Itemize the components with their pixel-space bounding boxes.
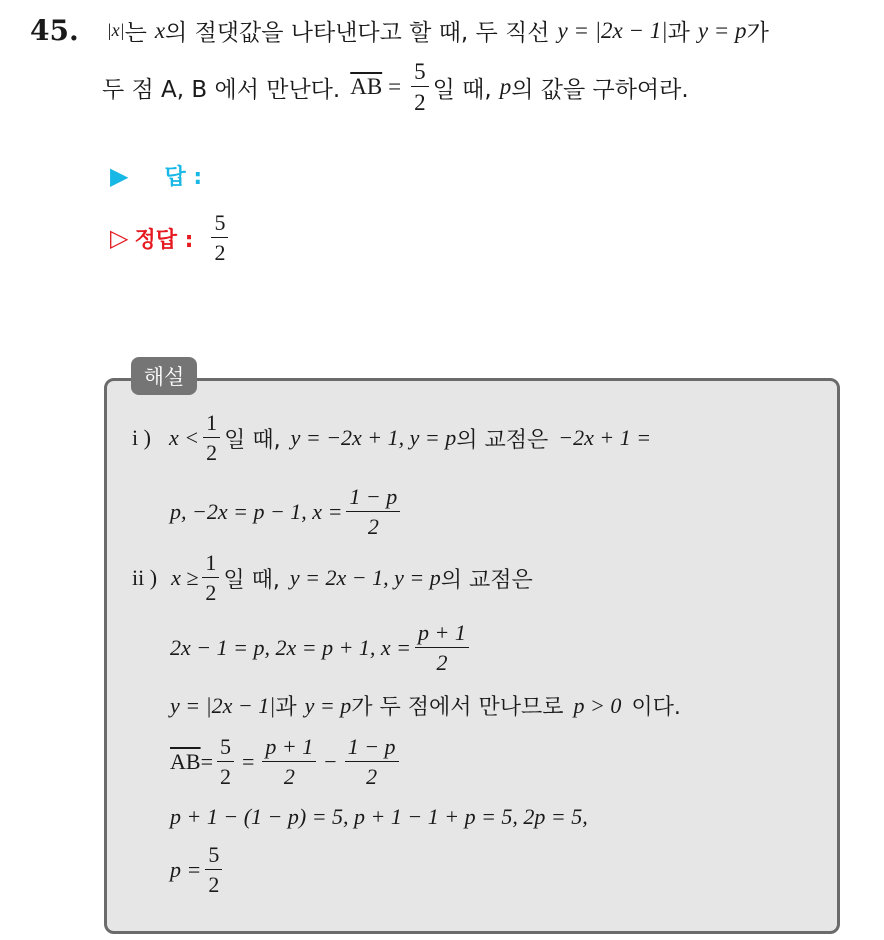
text: 과	[275, 695, 297, 720]
equation: y = |2x − 1|	[557, 17, 668, 43]
equation: y = 2x − 1, y = p	[289, 565, 441, 590]
denominator: 2	[436, 650, 448, 675]
solution-line-8	[170, 844, 226, 896]
fraction	[345, 736, 399, 788]
problem-line-1	[30, 14, 769, 47]
outline-triangle-icon: ▷	[110, 224, 129, 252]
fraction	[217, 736, 234, 788]
denominator: 2	[205, 580, 217, 605]
denominator: 2	[366, 764, 378, 789]
text: 의 값을 구하여라.	[511, 76, 689, 103]
var-p: p	[499, 74, 512, 99]
denominator: 2	[367, 514, 379, 539]
denominator: 2	[283, 764, 295, 789]
denominator: 2	[414, 90, 426, 115]
solution-line-3	[132, 552, 533, 604]
equals: =	[200, 749, 213, 774]
solution-line-6	[170, 736, 403, 788]
numerator: p + 1	[415, 622, 469, 648]
fraction	[205, 844, 222, 896]
numerator: 1	[202, 552, 219, 578]
equation: −2x + 1 =	[558, 425, 652, 450]
text: 의 교점은	[456, 427, 549, 453]
fraction	[262, 736, 316, 788]
text: 일 때,	[432, 76, 492, 103]
fraction	[415, 622, 469, 674]
answer-row	[110, 160, 202, 191]
equation: p + 1 − (1 − p) = 5, p + 1 − 1 + p = 5, 2p = 5,	[170, 804, 588, 829]
fraction	[202, 552, 219, 604]
equation: p =	[170, 857, 202, 882]
denominator: 2	[214, 240, 226, 265]
correct-answer-fraction	[211, 212, 228, 264]
problem-line-2	[102, 60, 689, 114]
segment-ab: $\overline{AB}$	[350, 74, 383, 99]
fraction	[346, 486, 400, 538]
condition: x <	[168, 425, 200, 450]
segment-ab: $\overline{AB}$	[170, 749, 201, 774]
equation: y = |2x − 1|	[170, 692, 276, 718]
solution-line-2	[170, 486, 404, 538]
roman-numeral: i )	[132, 425, 151, 450]
text: 의 절댓값을 나타낸다고 할 때, 두 직선	[165, 20, 550, 46]
equals: =	[388, 74, 402, 99]
solution-tag: 해설	[131, 357, 197, 395]
correct-answer-row	[110, 212, 232, 264]
roman-numeral: ii )	[132, 565, 158, 590]
denominator: 2	[206, 440, 218, 465]
denominator: 2	[208, 872, 220, 897]
numerator: 5	[217, 736, 234, 762]
question-number: 45.	[30, 14, 79, 47]
numerator: 1 − p	[346, 486, 400, 512]
text: 두 점 A, B 에서 만난다.	[102, 76, 341, 103]
text: 일 때,	[223, 567, 280, 593]
text: 는	[124, 20, 147, 46]
fraction	[411, 60, 429, 114]
equation: p, −2x = p − 1, x =	[170, 499, 343, 524]
solution-line-5	[170, 690, 681, 721]
text: 과	[667, 20, 690, 46]
play-icon: ▶	[110, 161, 129, 190]
numerator: p + 1	[262, 736, 316, 762]
var-x: x	[154, 17, 166, 43]
numerator: 1	[203, 412, 220, 438]
fraction	[203, 412, 220, 464]
numerator: 5	[205, 844, 222, 870]
text: 가 두 점에서 만나므로	[351, 695, 564, 720]
text: 이다.	[631, 695, 681, 720]
numerator: 5	[411, 60, 429, 87]
equation: y = p	[697, 17, 747, 43]
equation: y = p	[304, 692, 352, 718]
correct-answer-label: 정답 :	[134, 227, 194, 253]
text: 일 때,	[224, 427, 281, 453]
text: 의 교점은	[440, 567, 533, 593]
condition: x ≥	[171, 565, 199, 590]
solution-line-1	[132, 412, 651, 464]
denominator: 2	[219, 764, 231, 789]
equals: =	[241, 749, 255, 774]
equation: y = −2x + 1, y = p	[290, 425, 457, 450]
abs-x: |x|	[106, 20, 125, 40]
numerator: 5	[211, 212, 228, 238]
solution-line-4	[170, 622, 473, 674]
condition: p > 0	[573, 692, 622, 718]
minus: −	[324, 749, 337, 774]
solution-line-7	[170, 804, 588, 830]
equation: 2x − 1 = p, 2x = p + 1, x =	[170, 635, 412, 660]
text: 가	[746, 20, 769, 46]
numerator: 1 − p	[345, 736, 399, 762]
answer-label: 답 :	[164, 165, 203, 190]
